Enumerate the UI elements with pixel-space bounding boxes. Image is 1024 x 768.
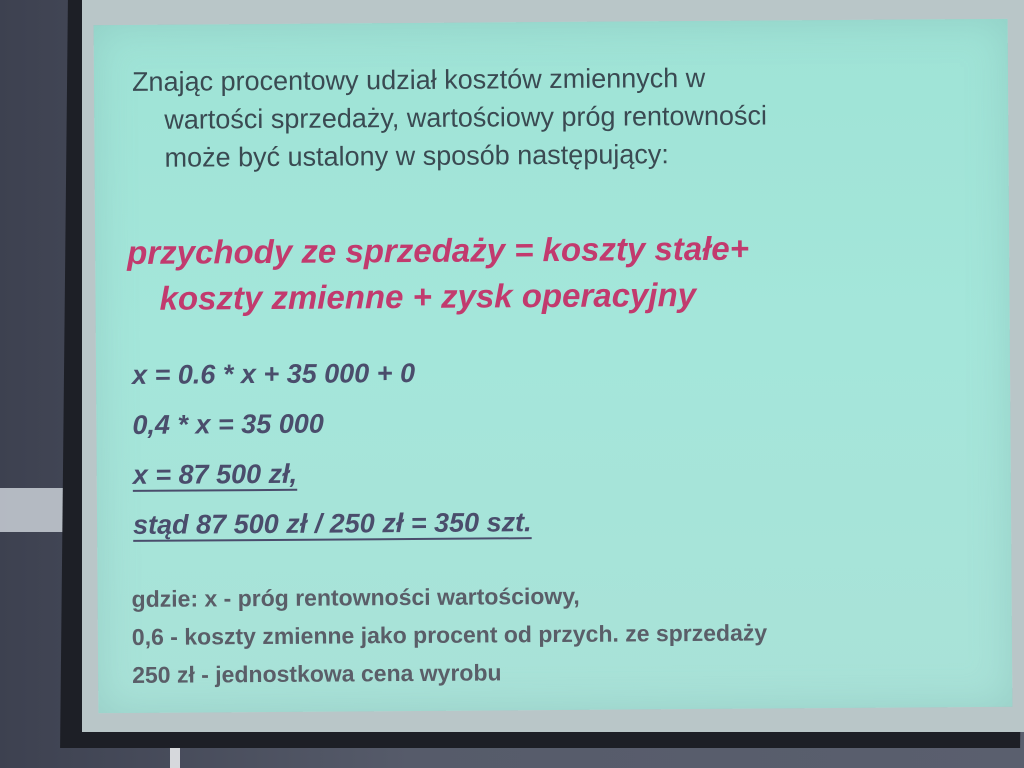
calc-line-conclusion: stąd 87 500 zł / 250 zł = 350 szt.: [132, 507, 532, 540]
legend-explanation: [131, 574, 1002, 694]
legend-line: 0,6 - koszty zmienne jako procent od przych. ze sprzedaży: [131, 619, 768, 650]
calc-line: x = 0.6 * x + 35 000 + 0: [131, 357, 416, 390]
intro-line: wartości sprzedaży, wartościowy próg rentowności: [164, 100, 768, 135]
break-even-formula: [127, 224, 988, 322]
intro-line: Znając procentowy udział kosztów zmiennych w: [131, 62, 706, 97]
formula-line: koszty zmienne + zysk operacyjny: [159, 276, 697, 317]
legend-line: 250 zł - jednostkowa cena wyrobu: [132, 659, 502, 688]
projected-slide: [94, 19, 1013, 713]
calculation-block: [132, 344, 993, 550]
calc-line-result: x = 87 500 zł,: [132, 458, 298, 490]
legend-line: gdzie: x - próg rentowności wartościowy,: [131, 582, 580, 612]
formula-line: przychody ze sprzedaży = koszty stałe+: [127, 229, 750, 271]
intro-line: może być ustalony w sposób następujący:: [164, 139, 669, 173]
calc-line: 0,4 * x = 35 000: [132, 408, 324, 440]
intro-paragraph: [132, 57, 993, 177]
screen-stand: [170, 748, 180, 768]
